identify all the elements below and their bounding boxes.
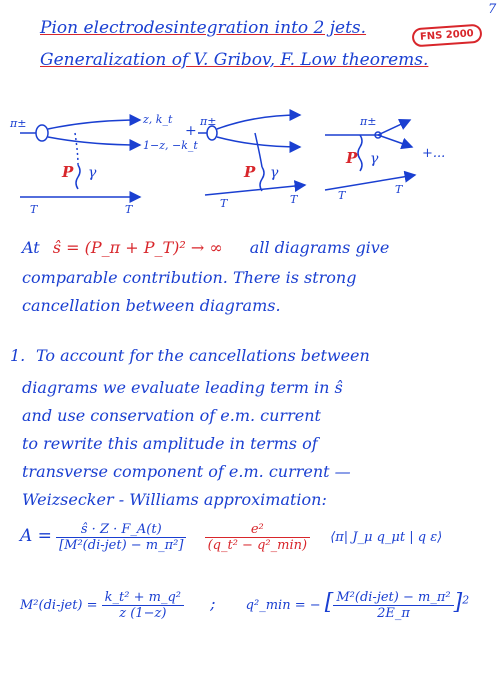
blob-2 [207,126,217,140]
formula-a-frac2-num: e² [250,522,264,537]
formula-m-frac [102,590,184,621]
formula-m-lhs: M²(di-jet) = [20,598,98,613]
formula-qmin-frac [333,590,453,621]
formula-m-den: z (1−z) [102,605,184,621]
point-1-number: 1. [10,346,26,365]
label-target-1b: T [125,203,133,216]
formula-a-frac2-den: (q_t² − q²_min) [205,537,310,553]
formula-a-frac2 [205,522,310,553]
formula-qmin-num: M²(di-jet) − m_π² [336,590,451,605]
label-reggeon-1: P [62,163,74,181]
reference-stamp: FNS 2000 [411,24,482,48]
blob-1 [36,125,48,141]
label-reggeon-3: P [346,149,358,167]
label-target-3b: T [395,183,403,196]
statement-at: At [22,238,40,257]
formula-m-num: k_t² + m_q² [104,590,181,605]
formula-a-lhs: A = [20,526,52,546]
formula-qmin-lhs: q²_min = − [245,598,321,613]
formula-amplitude [20,522,442,553]
point-1-line-6: Weizsecker - Williams approximation: [22,490,327,509]
point-1-line-5: transverse component of e.m. current — [22,462,351,481]
label-pi-3: π± [360,115,377,128]
label-gamma-3: γ [370,151,379,167]
label-target-2b: T [290,193,298,206]
point-1-line-1: To account for the cancellations between [36,346,370,365]
formula-mass: M²(di-jet) = $\frac{\text{k\_t² + m\_q²}}{z (1-z)}$ ; q²_min = − [ $\frac{\text{M²(di-jet) − m\_π²}}{2E\_\pi}$ ]$^2$ [20,590,470,621]
ellipsis: +... [422,146,446,161]
formula-m-sep: ; [210,594,216,613]
point-1-line-4: to rewrite this amplitude in terms of [22,434,318,453]
label-target-1a: T [30,203,38,216]
title-line-2: Generalization of V. Gribov, F. Low theorems. [40,50,429,70]
label-reggeon-2: P [244,163,256,181]
label-gamma-1: γ [88,165,97,181]
statement-line-3: cancellation between diagrams. [22,296,281,315]
statement-line-2: comparable contribution. There is strong [22,268,357,287]
formula-a-num: ŝ · Z · F_A(t) [80,522,162,537]
point-1-line-2: diagrams we evaluate leading term in ŝ [22,378,343,397]
formula-qmin-den: 2E_π [333,605,453,621]
plus-1: + [185,123,197,139]
label-jet2: 1−z, −k_t [143,139,198,152]
formula-a-den: [M²(di-jet) − m_π²] [56,537,186,553]
statement-line-1 [22,238,389,257]
page-number: 7 [488,2,497,17]
label-pi-1: π± [10,117,27,130]
title-line-1: Pion electrodesintegration into 2 jets. [40,18,367,38]
label-target-3a: T [338,189,346,202]
formula-a-matrix: ⟨π| J_μ q_μt | q ε⟩ [330,530,443,545]
label-jet1: z, k_t [143,113,173,126]
label-pi-2: π± [200,115,217,128]
formula-qmin-power: 2 [462,593,470,607]
label-gamma-2: γ [270,165,279,181]
label-target-2a: T [220,197,228,210]
point-1-line-3: and use conservation of e.m. current [22,406,321,425]
statement-tail: all diagrams give [249,238,390,257]
formula-a-frac1 [56,522,186,553]
feynman-diagrams [0,95,500,220]
statement-formula: ŝ = (P_π + P_T)² → ∞ [52,238,223,257]
